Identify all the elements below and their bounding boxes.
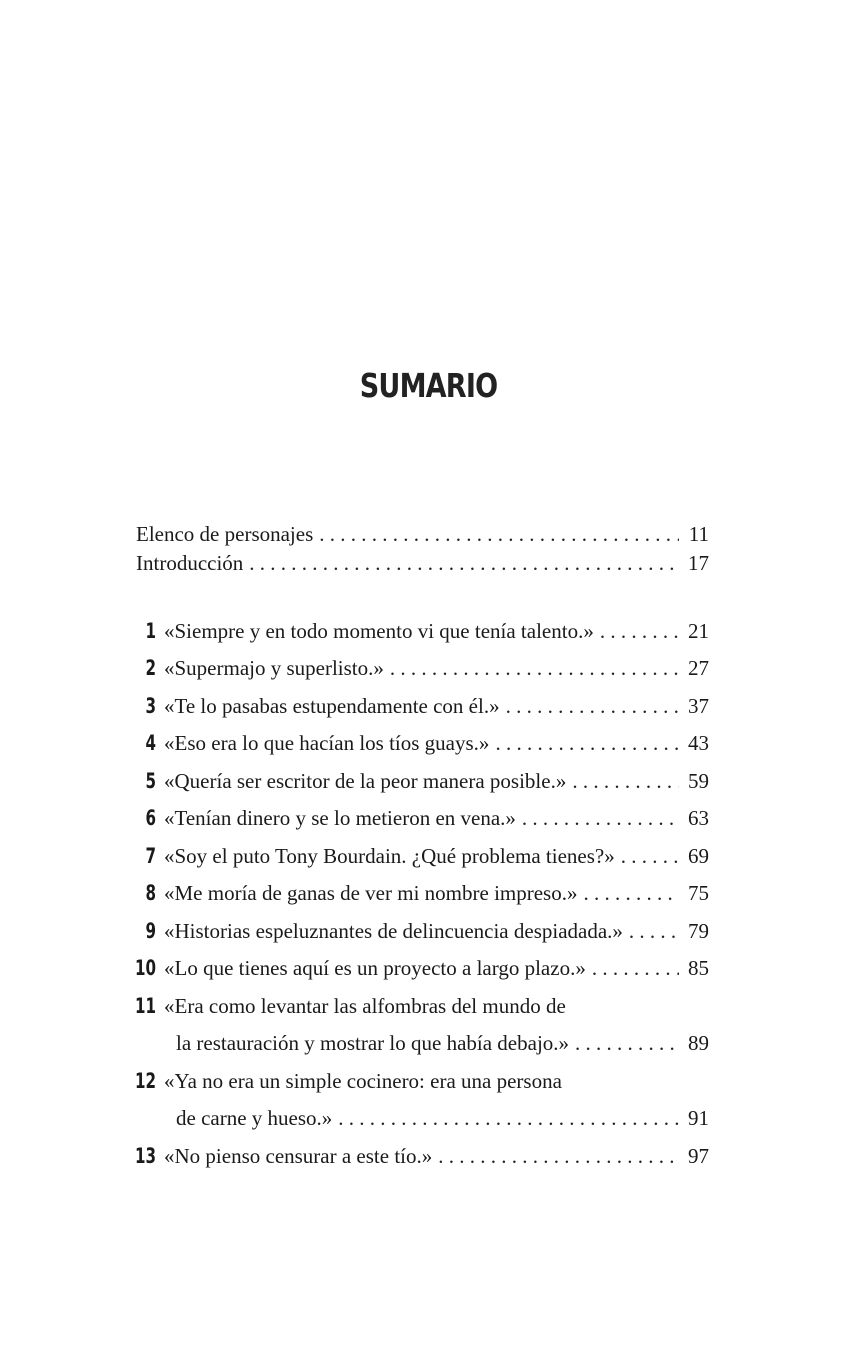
leader-dots [390, 653, 679, 683]
page-title: SUMARIO [359, 366, 498, 405]
leader-dots [338, 1103, 679, 1133]
chapter-title: «Historias espeluznantes de delincuencia despiadada.» [164, 919, 623, 943]
chapter-title: «No pienso censurar a este tío.» [164, 1144, 433, 1168]
chapter-title: «Ya no era un simple cocinero: era una persona [164, 1069, 562, 1093]
toc-chapter-continuation [176, 1103, 709, 1133]
toc-chapter [145, 878, 709, 908]
chapter-title-line-2: de carne y hueso.» [176, 1106, 333, 1130]
leader-dots [592, 953, 679, 983]
leader-dots [583, 878, 679, 908]
chapter-title: «Era como levantar las alfombras del mundo de [164, 994, 566, 1018]
toc-entry-page: 11 [688, 522, 709, 546]
toc-chapter [145, 691, 709, 721]
toc-entry-page: 17 [688, 551, 709, 575]
leader-dots [621, 841, 679, 871]
chapter-title: «Eso era lo que hacían los tíos guays.» [164, 731, 490, 755]
chapter-page: 97 [688, 1144, 709, 1168]
leader-dots [319, 519, 679, 549]
chapter-title: «Siempre y en todo momento vi que tenía talento.» [164, 619, 594, 643]
toc-chapter [145, 841, 709, 871]
chapter-page: 91 [688, 1106, 709, 1130]
chapter-number: 5 [145, 769, 156, 793]
chapter-page: 43 [688, 731, 709, 755]
toc-chapter [145, 653, 709, 683]
leader-dots [575, 1028, 679, 1058]
chapter-title: «Quería ser escritor de la peor manera posible.» [164, 769, 567, 793]
chapter-page: 69 [688, 844, 709, 868]
chapter-number: 3 [145, 694, 156, 718]
leader-dots [249, 548, 679, 578]
leader-dots [629, 916, 679, 946]
chapter-page: 37 [688, 694, 709, 718]
chapter-title: «Soy el puto Tony Bourdain. ¿Qué problema tienes?» [164, 844, 615, 868]
chapter-number: 4 [145, 731, 156, 755]
chapter-title: «Tenían dinero y se lo metieron en vena.» [164, 806, 516, 830]
toc-entry-title: Elenco de personajes [136, 522, 314, 546]
chapter-page: 75 [688, 881, 709, 905]
chapter-title: «Lo que tienes aquí es un proyecto a largo plazo.» [164, 956, 586, 980]
chapter-number: 11 [134, 994, 156, 1018]
leader-dots [600, 616, 679, 646]
toc-chapter [134, 991, 709, 1021]
toc-chapter [145, 616, 709, 646]
toc-chapter [145, 728, 709, 758]
toc-chapter [145, 766, 709, 796]
chapter-title: «Te lo pasabas estupendamente con él.» [164, 694, 500, 718]
chapter-page: 21 [688, 619, 709, 643]
chapter-page: 27 [688, 656, 709, 680]
chapter-number: 1 [145, 619, 156, 643]
toc-chapter [145, 803, 709, 833]
chapter-number: 9 [145, 919, 156, 943]
leader-dots [495, 728, 679, 758]
chapter-page: 79 [688, 919, 709, 943]
leader-dots [522, 803, 679, 833]
toc-entry [136, 548, 709, 578]
toc-chapter [134, 1066, 709, 1096]
toc-chapter [134, 953, 709, 983]
toc-chapter-continuation [176, 1028, 709, 1058]
toc-chapter [134, 1141, 709, 1171]
chapter-page: 85 [688, 956, 709, 980]
chapter-number: 7 [145, 844, 156, 868]
chapter-number: 13 [134, 1144, 156, 1168]
leader-dots [438, 1141, 679, 1171]
chapter-number: 12 [134, 1069, 156, 1093]
chapter-title: «Me moría de ganas de ver mi nombre impreso.» [164, 881, 578, 905]
leader-dots [506, 691, 679, 721]
chapter-number: 6 [145, 806, 156, 830]
chapter-number: 2 [145, 656, 156, 680]
chapter-title: «Supermajo y superlisto.» [164, 656, 384, 680]
chapter-number: 10 [134, 956, 156, 980]
toc-entry [136, 519, 709, 549]
chapter-page: 59 [688, 769, 709, 793]
chapter-page: 89 [688, 1031, 709, 1055]
chapter-page: 63 [688, 806, 709, 830]
toc-entry-title: Introducción [136, 551, 244, 575]
chapter-number: 8 [145, 881, 156, 905]
toc-chapter [145, 916, 709, 946]
chapter-title-line-2: la restauración y mostrar lo que había debajo.» [176, 1031, 570, 1055]
leader-dots [572, 766, 679, 796]
